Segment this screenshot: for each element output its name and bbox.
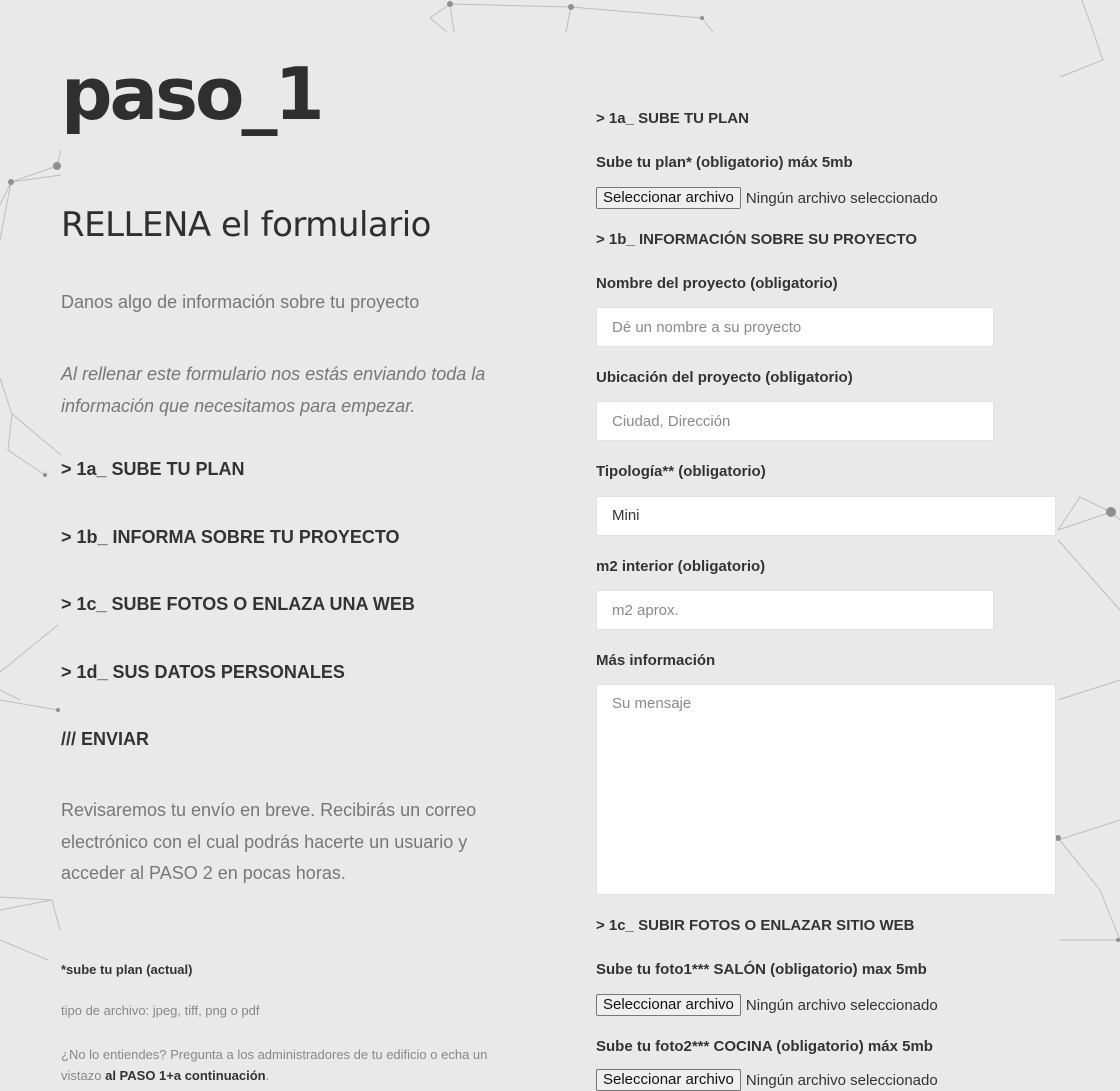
step-enviar: /// ENVIAR <box>61 729 150 749</box>
typology-label: Tipología** (obligatorio) <box>596 463 766 480</box>
photo1-file-input[interactable] <box>596 994 938 1016</box>
section-1c-heading: > 1c_ SUBIR FOTOS O ENLAZAR SITIO WEB <box>596 917 915 934</box>
plan-upload-label: Sube tu plan* (obligatorio) máx 5mb <box>596 154 853 171</box>
page-title: paso_1 <box>61 52 322 136</box>
step-1c: > 1c_ SUBE FOTOS O ENLAZA UNA WEB <box>61 594 415 614</box>
photo2-select-file-button[interactable]: Seleccionar archivo <box>596 1069 741 1091</box>
photo2-label: Sube tu foto2*** COCINA (obligatorio) máx 5mb <box>596 1038 933 1055</box>
plan-file-status: Ningún archivo seleccionado <box>745 189 938 207</box>
m2-input[interactable] <box>596 590 994 630</box>
intro-text: Danos algo de información sobre tu proyecto <box>61 292 420 312</box>
plan-file-input[interactable] <box>596 187 938 209</box>
page-subtitle: RELLENA el formulario <box>61 205 431 245</box>
step-1a: > 1a_ SUBE TU PLAN <box>61 459 245 479</box>
message-textarea[interactable] <box>596 684 1056 895</box>
project-name-label: Nombre del proyecto (obligatorio) <box>596 275 838 292</box>
photo2-file-input[interactable] <box>596 1069 938 1091</box>
photo1-select-file-button[interactable]: Seleccionar archivo <box>596 994 741 1016</box>
intro-italic-text: Al rellenar este formulario nos estás enviando toda la información que necesitamos para empezar. <box>61 364 486 416</box>
photo2-file-status: Ningún archivo seleccionado <box>745 1071 938 1089</box>
section-1a-heading: > 1a_ SUBE TU PLAN <box>596 110 749 127</box>
step-1b: > 1b_ INFORMA SOBRE TU PROYECTO <box>61 527 400 547</box>
footnote-title: *sube tu plan (actual) <box>61 962 193 977</box>
plan-select-file-button[interactable]: Seleccionar archivo <box>596 187 741 209</box>
project-location-input[interactable] <box>596 401 994 441</box>
footnote-period: . <box>265 1068 270 1083</box>
m2-label: m2 interior (obligatorio) <box>596 558 766 575</box>
typology-select[interactable]: Mini <box>596 496 1056 536</box>
project-location-label: Ubicación del proyecto (obligatorio) <box>596 369 853 386</box>
paso1-link[interactable]: al PASO 1+a continuación <box>105 1068 266 1083</box>
step-1d: > 1d_ SUS DATOS PERSONALES <box>61 662 345 682</box>
footnote-file-types: tipo de archivo: jpeg, tiff, png o pdf <box>61 1003 260 1018</box>
footnote-help-text: ¿No lo entiendes? Pregunta a los administradores de tu edificio o echa un vistazo <box>61 1047 488 1083</box>
section-1b-heading: > 1b_ INFORMACIÓN SOBRE SU PROYECTO <box>596 231 918 248</box>
photo1-file-status: Ningún archivo seleccionado <box>745 996 938 1014</box>
review-note: Revisaremos tu envío en breve. Recibirás un correo electrónico con el cual podrás hacerte un usuario y acceder al PASO 2 en pocas horas. <box>61 800 477 883</box>
photo1-label: Sube tu foto1*** SALÓN (obligatorio) max 5mb <box>596 961 927 978</box>
more-info-label: Más información <box>596 652 716 669</box>
project-name-input[interactable] <box>596 307 994 347</box>
